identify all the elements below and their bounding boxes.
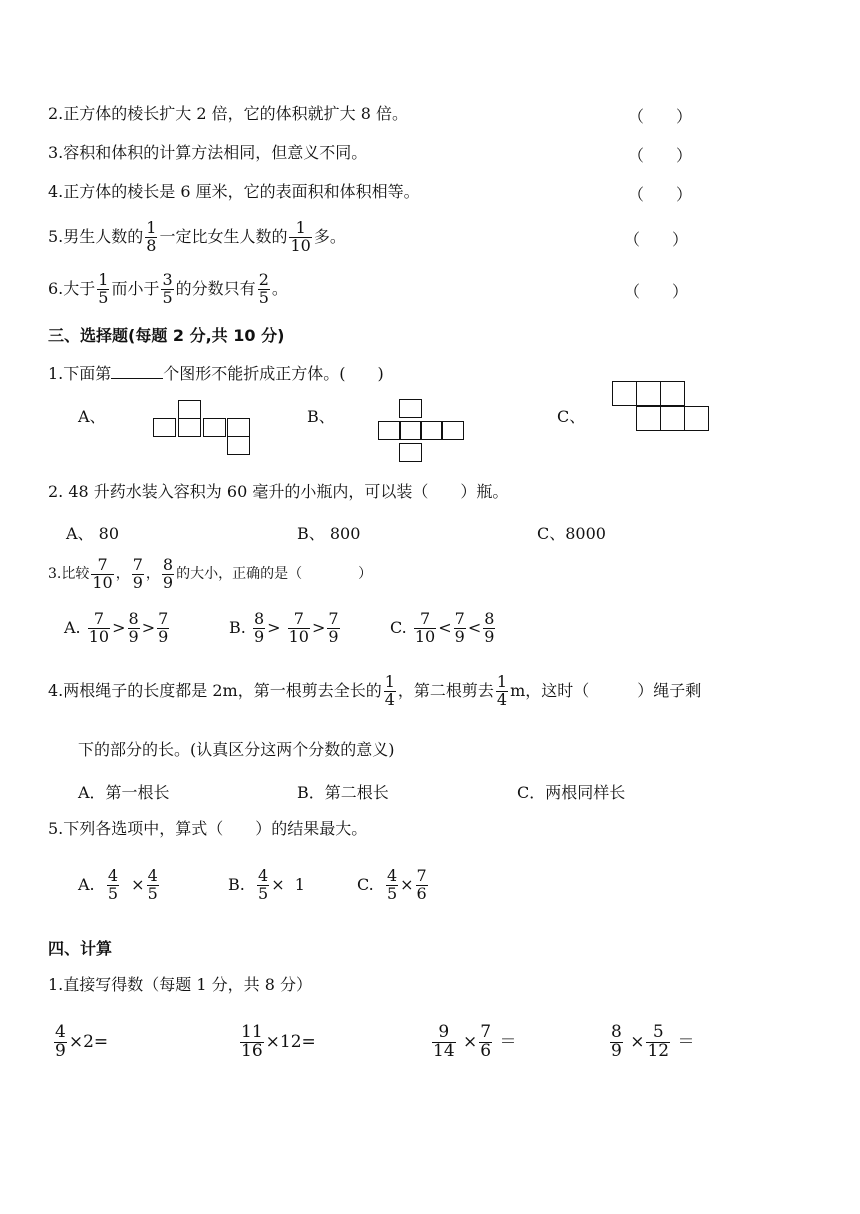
answer-paren[interactable]: （ ） xyxy=(628,107,693,126)
text: 多。 xyxy=(313,227,346,246)
fraction: $\frac{7}{10}$ xyxy=(288,609,309,646)
calc-item-4 xyxy=(608,1017,695,1067)
answer-paren[interactable]: （ ） xyxy=(628,185,693,204)
judge-q4: 4.正方体的棱长是 6 厘米，它的表面积和体积相等。 xyxy=(48,182,420,201)
fraction: $\frac{1}{4}$ xyxy=(496,672,508,709)
operator: > xyxy=(141,618,156,637)
option-c[interactable] xyxy=(390,605,497,651)
fraction: $\frac{1}{8}$ xyxy=(146,218,157,255)
fraction: $\frac{7}{10}$ xyxy=(414,609,436,646)
operator: < xyxy=(438,618,452,637)
text: 1.下面第 xyxy=(48,364,112,383)
option-c[interactable]: C、8000 xyxy=(537,524,606,543)
fraction: $\frac{2}{5}$ xyxy=(258,270,269,307)
answer-paren[interactable]: （ ） xyxy=(624,282,689,301)
fraction: $\frac{3}{5}$ xyxy=(162,270,173,307)
fraction: $\frac{7}{10}$ xyxy=(88,609,110,646)
option-c[interactable]: C、 xyxy=(557,407,586,426)
text: 4.两根绳子的长度都是 2m，第一根剪去全长的 xyxy=(48,681,382,700)
text: m，这时（ ）绳子剩 xyxy=(510,681,702,700)
choice-q2: 2. 48 升药水装入容积为 60 毫升的小瓶内，可以装（ ）瓶。 xyxy=(48,482,509,501)
calc-item-2 xyxy=(238,1017,316,1067)
option-b[interactable]: B．第二根长 xyxy=(297,783,389,802)
section-title: 四、计算 xyxy=(48,939,113,958)
text: 6.大于 xyxy=(48,279,96,298)
fraction: $\frac{9}{14}$ xyxy=(433,1022,455,1061)
choice-q1 xyxy=(48,364,384,384)
text: 一定比女生人数的 xyxy=(159,227,288,246)
option-c[interactable]: C．两根同样长 xyxy=(517,783,626,802)
option-a[interactable] xyxy=(78,862,161,908)
option-label: A. xyxy=(64,618,81,637)
text: 。 xyxy=(271,279,288,298)
fraction: $\frac{4}{9}$ xyxy=(55,1022,66,1061)
fraction: $\frac{5}{12}$ xyxy=(647,1022,670,1061)
fraction: $\frac{7}{6}$ xyxy=(480,1022,492,1061)
option-label: B. xyxy=(228,875,245,894)
operator: × xyxy=(131,875,145,894)
section-title: 三、选择题(每题 2 分,共 10 分) xyxy=(48,326,285,345)
judge-q5 xyxy=(48,214,346,260)
answer-paren[interactable]: （ ） xyxy=(624,230,689,249)
fraction: $\frac{4}{5}$ xyxy=(107,866,118,903)
choice-q4 xyxy=(48,668,701,714)
fill-blank[interactable] xyxy=(111,364,163,379)
fraction: $\frac{8}{9}$ xyxy=(162,554,174,592)
operator: < xyxy=(467,618,482,637)
operator: × xyxy=(271,875,285,894)
fraction: $\frac{8}{9}$ xyxy=(128,609,139,646)
operator: × xyxy=(463,1032,478,1052)
option-c[interactable] xyxy=(357,862,430,908)
judge-q2: 2.正方体的棱长扩大 2 倍，它的体积就扩大 8 倍。 xyxy=(48,104,408,123)
text: ， xyxy=(145,566,160,582)
option-a[interactable] xyxy=(64,605,171,651)
text: 个图形不能折成正方体。( ) xyxy=(163,364,384,383)
fraction: $\frac{7}{9}$ xyxy=(158,609,169,646)
fraction: $\frac{1}{10}$ xyxy=(290,218,311,255)
option-b[interactable]: B、 800 xyxy=(297,524,361,543)
fraction: $\frac{8}{9}$ xyxy=(611,1022,622,1061)
option-b[interactable] xyxy=(228,862,305,908)
choice-q4-continued: 下的部分的长。(认真区分这两个分数的意义) xyxy=(78,740,395,759)
operator: × xyxy=(400,875,414,894)
text: 的大小，正确的是（ ） xyxy=(176,566,373,582)
fraction: $\frac{8}{9}$ xyxy=(253,609,265,646)
text: ＝ xyxy=(677,1032,695,1052)
text: ，第二根剪去 xyxy=(397,681,494,700)
fraction: $\frac{7}{10}$ xyxy=(92,554,113,592)
fraction: $\frac{7}{9}$ xyxy=(132,554,143,592)
option-a[interactable]: A、 xyxy=(78,407,106,426)
fraction: $\frac{7}{9}$ xyxy=(454,609,465,646)
text: 的分数只有 xyxy=(175,279,256,298)
fraction: $\frac{1}{5}$ xyxy=(98,270,109,307)
judge-q6 xyxy=(48,266,288,312)
text: ×2= xyxy=(68,1032,109,1052)
text: 而小于 xyxy=(111,279,160,298)
text: 5.男生人数的 xyxy=(48,227,144,246)
option-a[interactable]: A、 80 xyxy=(66,524,120,543)
calc-item-1 xyxy=(52,1017,108,1067)
operator: > xyxy=(112,618,126,637)
fraction: $\frac{7}{6}$ xyxy=(416,866,427,903)
fraction: $\frac{11}{16}$ xyxy=(241,1022,263,1061)
option-label: C. xyxy=(357,875,374,894)
text: 3.比较 xyxy=(48,566,90,582)
calc-item-3 xyxy=(430,1017,517,1067)
text: 1 xyxy=(294,875,305,894)
answer-paren[interactable]: （ ） xyxy=(628,146,693,165)
text: ， xyxy=(115,566,130,582)
fraction: $\frac{8}{9}$ xyxy=(484,609,495,646)
operator: > xyxy=(311,618,326,637)
judge-q3: 3.容积和体积的计算方法相同，但意义不同。 xyxy=(48,143,368,162)
text: ×12= xyxy=(265,1032,316,1052)
text: ＝ xyxy=(499,1032,517,1052)
fraction: $\frac{7}{9}$ xyxy=(328,609,339,646)
choice-q5: 5.下列各选项中，算式（ ）的结果最大。 xyxy=(48,819,368,838)
option-b[interactable] xyxy=(229,605,342,651)
choice-q3 xyxy=(48,551,372,597)
operator: × xyxy=(630,1032,645,1052)
option-b[interactable]: B、 xyxy=(307,407,335,426)
fraction: $\frac{4}{5}$ xyxy=(147,866,158,903)
option-label: A. xyxy=(78,875,95,894)
option-label: B. xyxy=(229,618,246,637)
operator: > xyxy=(267,618,281,637)
subsection-title: 1.直接写得数（每题 1 分，共 8 分） xyxy=(48,975,312,994)
fraction: $\frac{1}{4}$ xyxy=(384,672,395,709)
option-a[interactable]: A．第一根长 xyxy=(78,783,170,802)
fraction: $\frac{4}{5}$ xyxy=(386,866,398,903)
fraction: $\frac{4}{5}$ xyxy=(258,866,269,903)
option-label: C. xyxy=(390,618,407,637)
